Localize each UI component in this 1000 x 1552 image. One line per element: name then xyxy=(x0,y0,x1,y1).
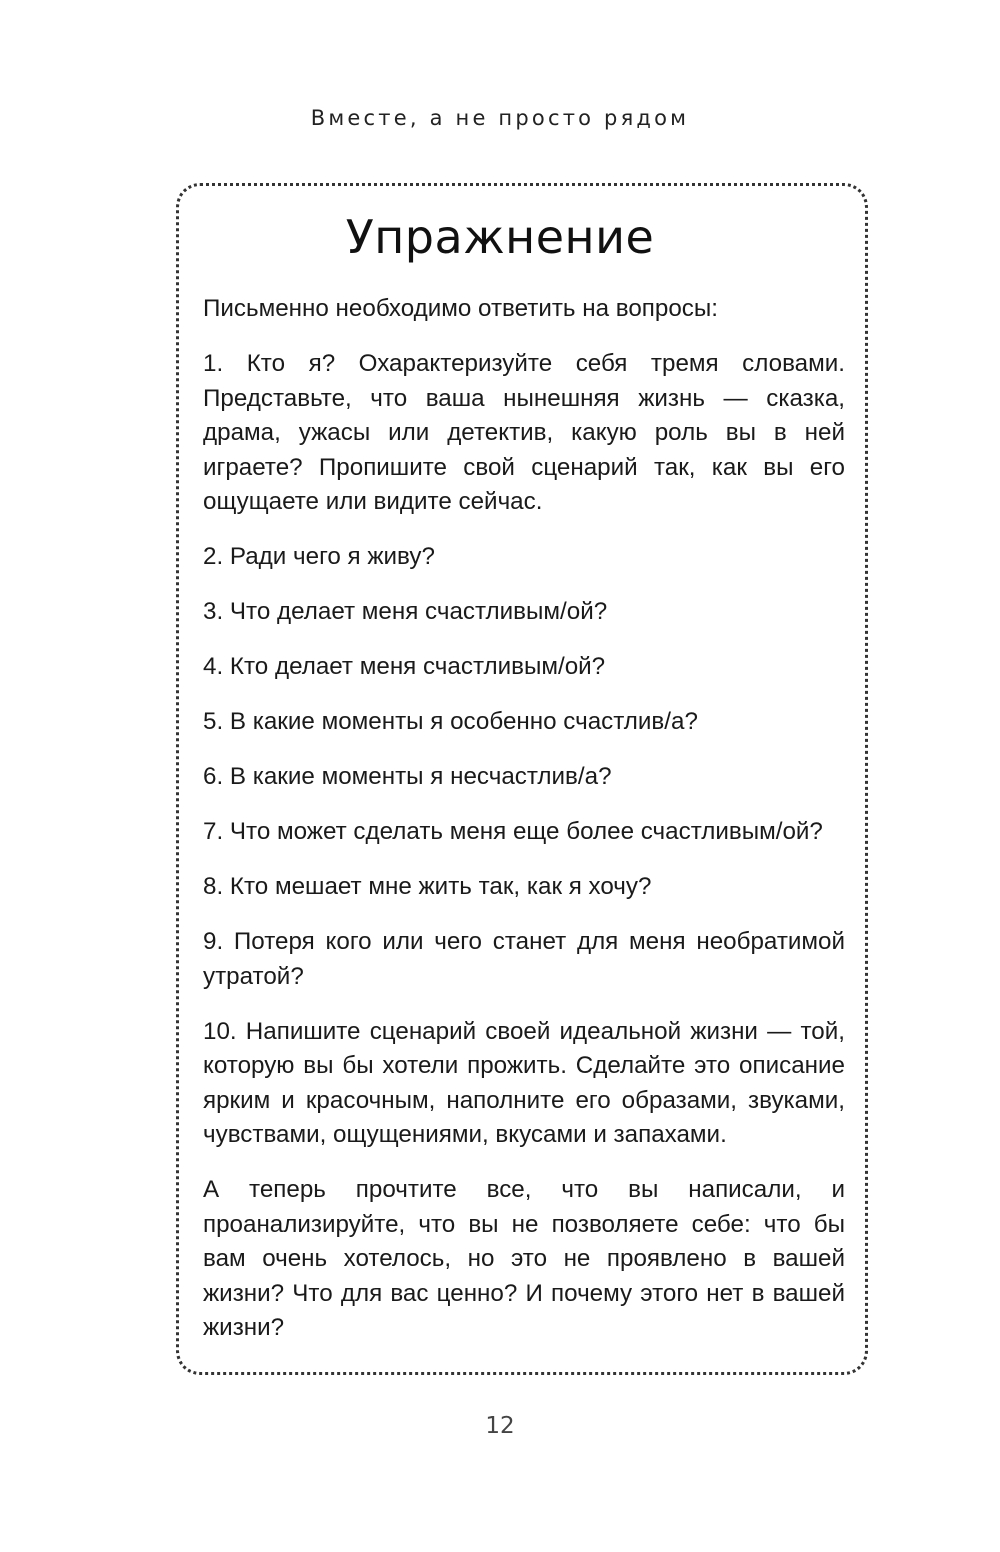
exercise-content xyxy=(203,292,845,1366)
question-5: 5. В какие моменты я особенно счастлив/а? xyxy=(203,708,698,735)
question-4: 4. Кто делает меня счастливым/ой? xyxy=(203,653,606,680)
exercise-intro: Письменно необходимо ответить на вопросы: xyxy=(203,295,719,322)
exercise-title: Упражнение xyxy=(345,210,655,264)
question-1: 1. Кто я? Охарактеризуйте себя тремя словами. Представьте, что ваша нынешняя жизнь — сказка, драма, ужасы или детектив, какую роль вы в ней играете? Пропишите свой сценарий так, как вы его ощущаете или видите сейчас. xyxy=(203,350,845,515)
question-7: 7. Что может сделать меня еще более счастливым/ой? xyxy=(203,818,823,845)
exercise-conclusion: А теперь прочтите все, что вы написали, и проанализируйте, что вы не позволяете себе: что бы вам очень хотелось, но это не проявлено в вашей жизни? Что для вас ценно? И почему этого нет в вашей жизни? xyxy=(203,1176,845,1341)
running-head: Вместе, а не просто рядом xyxy=(310,106,690,130)
question-8: 8. Кто мешает мне жить так, как я хочу? xyxy=(203,873,652,900)
question-3: 3. Что делает меня счастливым/ой? xyxy=(203,598,608,625)
question-9: 9. Потеря кого или чего станет для меня необратимой утратой? xyxy=(203,928,845,990)
question-2: 2. Ради чего я живу? xyxy=(203,543,435,570)
question-6: 6. В какие моменты я несчастлив/а? xyxy=(203,763,612,790)
question-10: 10. Напишите сценарий своей идеальной жизни — той, которую вы бы хотели прожить. Сделайте это описание ярким и красочным, наполните его образами, звуками, чувствами, ощущениями, вкусами и запахами. xyxy=(203,1017,845,1148)
page-number: 12 xyxy=(485,1413,515,1439)
